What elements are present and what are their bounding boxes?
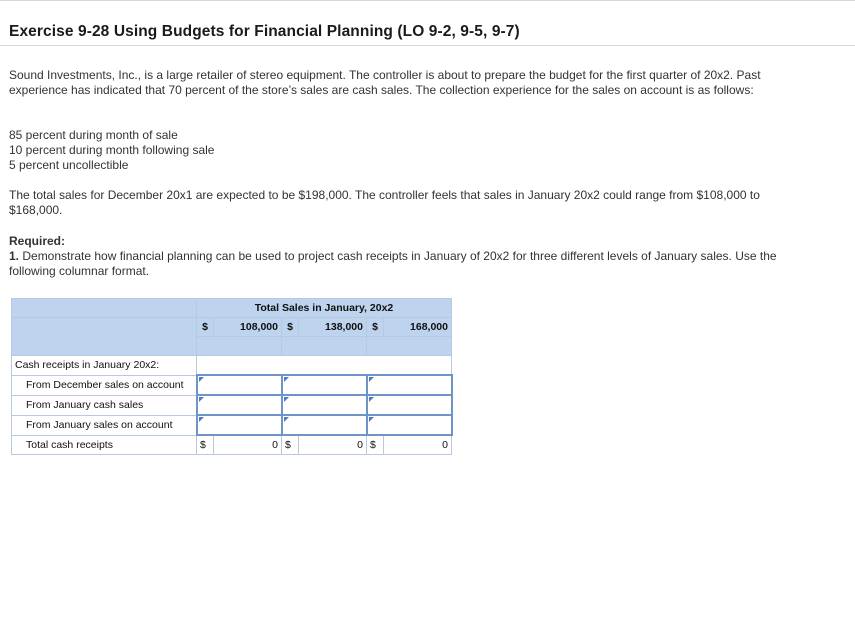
title-divider: [0, 45, 855, 46]
currency-symbol: $: [282, 318, 299, 337]
header-spacer: [282, 337, 367, 356]
january-on-account-input-138000[interactable]: [282, 415, 367, 435]
header-spacer: [197, 337, 282, 356]
january-cash-input-168000[interactable]: [367, 395, 452, 415]
total-138000: 0: [299, 435, 367, 455]
total-row: [12, 435, 452, 455]
section-label: Cash receipts in January 20x2:: [12, 356, 197, 376]
intro-paragraph: Sound Investments, Inc., is a large retailer of stereo equipment. The controller is about to prepare the budget for the first quarter of 20x2. Past experience has indicated that 70 percent of the store’s sales are cash sales. The collection experience for the sales on account is as follows:: [9, 68, 761, 97]
january-on-account-input-168000[interactable]: [367, 415, 452, 435]
row-label-january-on-account: From January sales on account: [12, 415, 197, 435]
january-cash-input-138000[interactable]: [282, 395, 367, 415]
collection-list: [9, 128, 789, 173]
table-row: [12, 375, 452, 395]
currency-symbol: $: [197, 318, 214, 337]
currency-symbol: $: [282, 435, 299, 455]
december-on-account-input-108000[interactable]: [197, 375, 282, 395]
december-on-account-input-138000[interactable]: [282, 375, 367, 395]
header-blank: [12, 299, 197, 318]
table-row: [12, 395, 452, 415]
row-label-december-on-account: From December sales on account: [12, 375, 197, 395]
sales-level-138000: 138,000: [299, 318, 367, 337]
currency-symbol: $: [197, 435, 214, 455]
header-spacer: [367, 337, 452, 356]
exercise-title: Exercise 9-28 Using Budgets for Financial Planning (LO 9-2, 9-5, 9-7): [9, 23, 520, 40]
sales-level-168000: 168,000: [384, 318, 452, 337]
sales-level-108000: 108,000: [214, 318, 282, 337]
top-divider: [0, 0, 855, 1]
cash-receipts-table: [11, 298, 453, 455]
required-label: Required:: [9, 234, 66, 248]
january-on-account-input-108000[interactable]: [197, 415, 282, 435]
section-blank: [197, 356, 452, 376]
collection-item: 10 percent during month following sale: [9, 143, 215, 157]
total-label: Total cash receipts: [12, 435, 197, 455]
january-cash-input-108000[interactable]: [197, 395, 282, 415]
currency-symbol: $: [367, 318, 384, 337]
sales-levels-header: Total Sales in January, 20x2: [197, 299, 452, 318]
sales-paragraph: The total sales for December 20x1 are expected to be $198,000. The controller feels that sales in January 20x2 could range from $108,000 to $168,000.: [9, 188, 760, 217]
december-on-account-input-168000[interactable]: [367, 375, 452, 395]
table-row: [12, 415, 452, 435]
total-168000: 0: [384, 435, 452, 455]
currency-symbol: $: [367, 435, 384, 455]
required-section: [9, 234, 789, 279]
total-108000: 0: [214, 435, 282, 455]
row-label-january-cash: From January cash sales: [12, 395, 197, 415]
required-number: 1.: [9, 249, 20, 263]
required-text: Demonstrate how financial planning can be used to project cash receipts in January of 20x2 for three different levels of January sales. Use the following columnar format.: [9, 249, 777, 278]
collection-item: 85 percent during month of sale: [9, 128, 178, 142]
label-column-header: [12, 318, 197, 356]
collection-item: 5 percent uncollectible: [9, 158, 129, 172]
